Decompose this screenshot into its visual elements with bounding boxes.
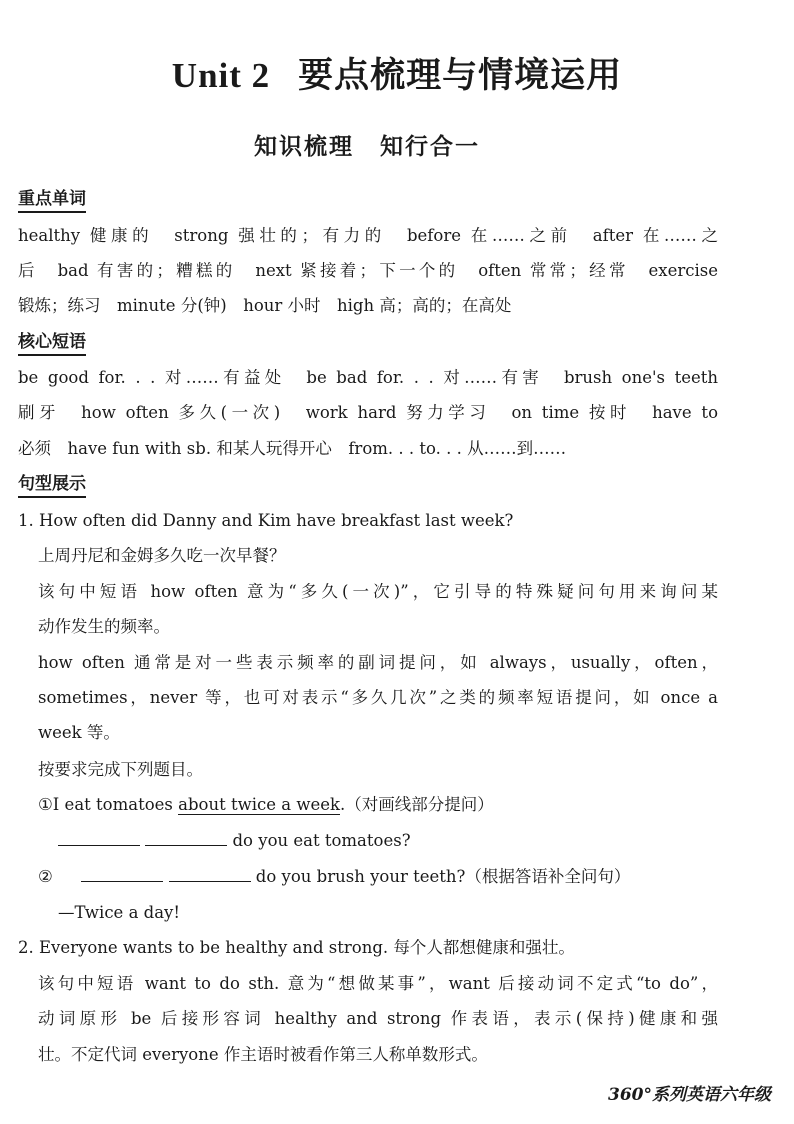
section-heading-phrases: 核心短语 — [18, 331, 86, 356]
answer-blank-2a[interactable] — [81, 867, 163, 882]
question-1 — [38, 793, 718, 817]
phrases-line-2: 刷牙 how often 多久(一次) work hard 努力学习 on time 按时 have to — [18, 403, 718, 422]
question-1-underlined: about twice a week — [178, 795, 340, 814]
sentence-1-chinese: 上周丹尼和金姆多久吃一次早餐？ — [38, 546, 286, 565]
sentence-1-english: 1. How often did Danny and Kim have breakfast last week? — [18, 511, 514, 530]
phrases-line-3: 必须 have fun with sb. 和某人玩得开心 from. . . to. . . 从……到…… — [18, 439, 567, 458]
sentence-1-explanation-1: 该句中短语 how often 意为“多久(一次)”，它引导的特殊疑问句用来询问某 — [38, 582, 718, 601]
question-2-number: ② — [38, 867, 53, 886]
question-1-answer-text: do you eat tomatoes? — [232, 831, 411, 850]
task-instruction: 按要求完成下列题目。 — [38, 760, 203, 779]
sentence-2-explanation-2: 动词原形 be 后接形容词 healthy and strong 作表语，表示(保持)健康和强 — [38, 1009, 718, 1028]
sentence-2-english: 2. Everyone wants to be healthy and strong. 每个人都想健康和强壮。 — [18, 938, 575, 957]
title-text: 要点梳理与情境运用 — [298, 55, 623, 96]
subtitle-part-a: 知识梳理 — [254, 133, 354, 160]
answer-blank-1b[interactable] — [145, 831, 227, 846]
question-1-text: ①I eat tomatoes — [38, 795, 179, 814]
question-2-reply: —Twice a day! — [58, 903, 181, 922]
question-1-answer-line — [58, 829, 718, 853]
subtitle-part-b: 知行合一 — [380, 133, 480, 160]
footer-series-label: 360°系列英语六年级 — [608, 1085, 771, 1105]
phrases-line-1: be good for. . . 对……有益处 be bad for. . . 对……有害 brush one's teeth — [18, 368, 718, 387]
sentence-1-explanation-2: 动作发生的频率。 — [38, 617, 170, 636]
words-line-1: healthy 健康的 strong 强壮的；有力的 before 在……之前 after 在……之 — [18, 226, 718, 245]
sentence-2-explanation-3: 壮。不定代词 everyone 作主语时被看作第三人称单数形式。 — [38, 1045, 488, 1064]
page-subtitle — [0, 128, 734, 161]
question-2-text: do you brush your teeth?（根据答语补全问句） — [255, 867, 631, 886]
page-title — [0, 48, 794, 98]
section-heading-sentences: 句型展示 — [18, 473, 86, 498]
sentence-1-explanation-3: how often 通常是对一些表示频率的副词提问，如 always，usually，often， — [38, 653, 718, 672]
sentence-1-explanation-5: week 等。 — [38, 723, 120, 742]
words-line-2: 后 bad 有害的；糟糕的 next 紧接着；下一个的 often 常常；经常 exercise — [18, 261, 718, 280]
question-1-instruction: .（对画线部分提问） — [339, 795, 494, 814]
unit-label: Unit 2 — [171, 56, 271, 95]
answer-blank-2b[interactable] — [169, 867, 251, 882]
question-2 — [38, 865, 718, 889]
sentence-1-explanation-4: sometimes，never 等，也可对表示“多久几次”之类的频率短语提问，如 once a — [38, 688, 718, 707]
words-line-3: 锻炼；练习 minute 分(钟) hour 小时 high 高；高的；在高处 — [18, 296, 512, 315]
section-heading-words: 重点单词 — [18, 188, 86, 213]
sentence-2-explanation-1: 该句中短语 want to do sth. 意为“想做某事”，want 后接动词不定式“to do”， — [38, 974, 718, 993]
answer-blank-1a[interactable] — [58, 831, 140, 846]
